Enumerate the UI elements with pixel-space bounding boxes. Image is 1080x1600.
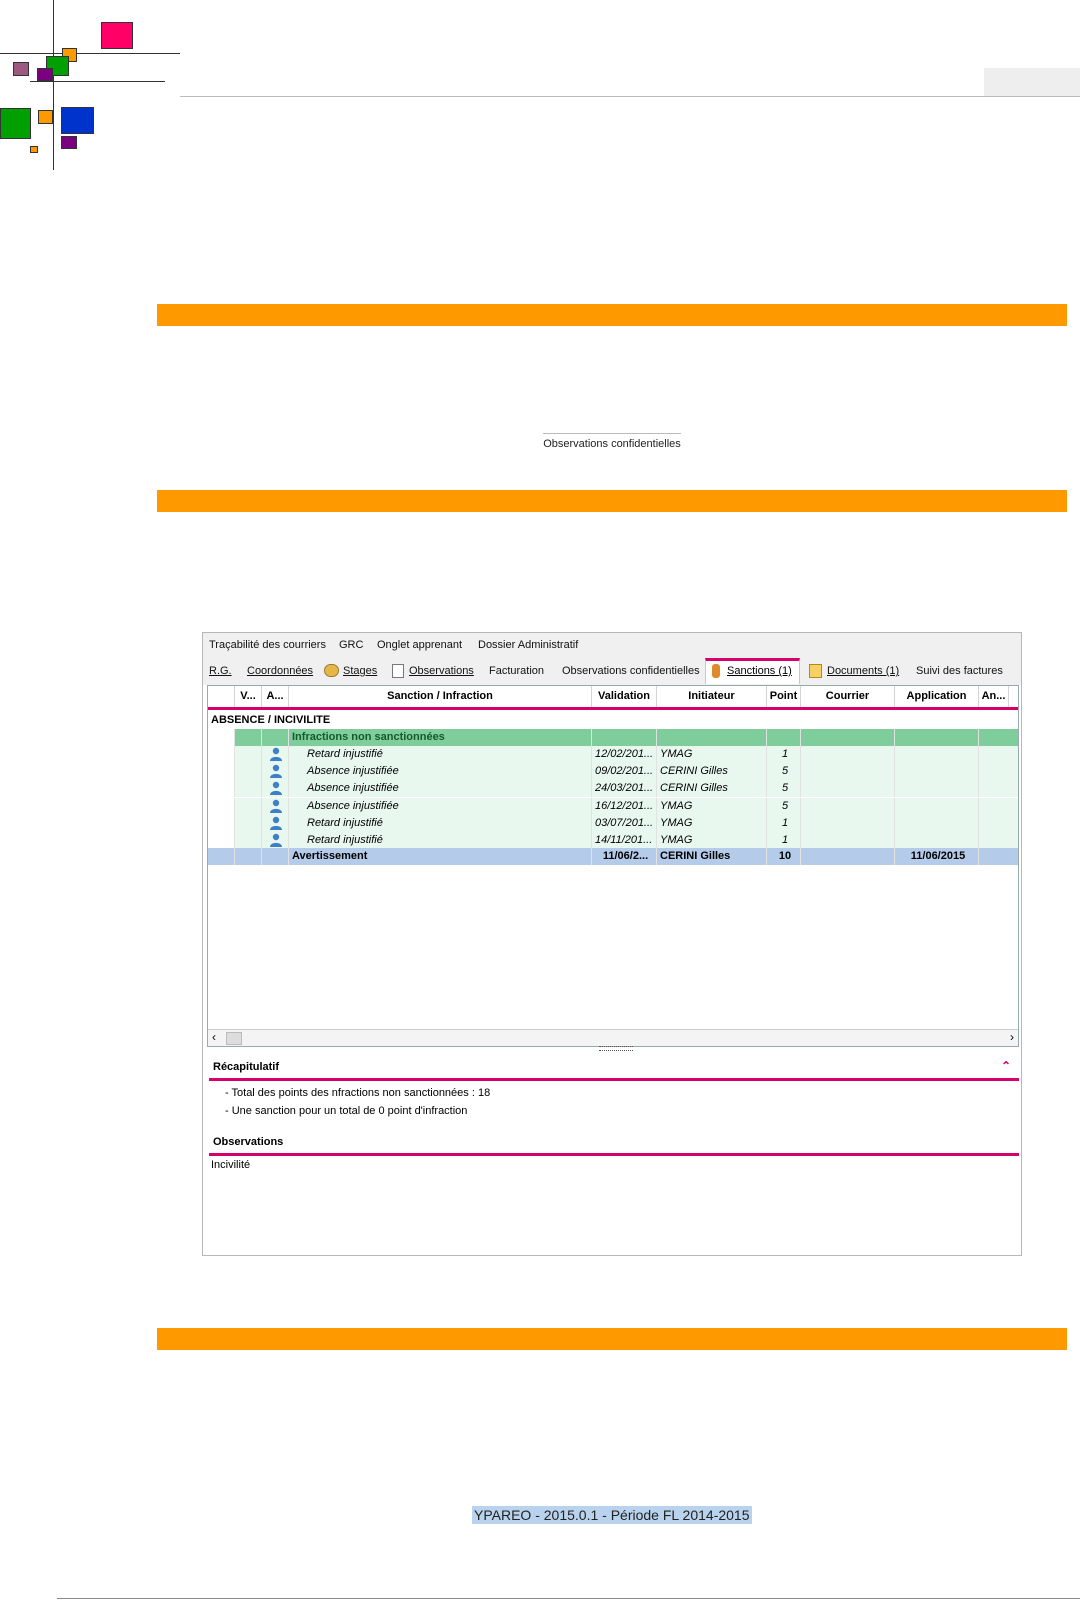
footer-version: YPAREO - 2015.0.1 - Période FL 2014-2015 [474,1507,750,1523]
person-icon [269,833,283,848]
infraction-row[interactable] [208,798,1018,815]
section-bar-3 [157,1328,1067,1350]
infraction-point: 5 [767,780,801,797]
documents-icon [809,664,822,678]
collapse-icon[interactable]: ⌃ [1000,1059,1011,1073]
infraction-validation: 12/02/201... [592,746,657,763]
infraction-initiateur: CERINI Gilles [657,780,767,797]
section-bar-1 [157,304,1067,326]
infraction-label: Retard injustifié [289,746,592,763]
recap-title: Récapitulatif [209,1057,1019,1081]
tab-rg[interactable]: R.G. [209,665,232,677]
infraction-point: 1 [767,832,801,849]
tab-facturation[interactable]: Facturation [489,665,545,677]
recap-line-1: - Total des points des nfractions non sanctionnées : 18 [225,1087,491,1099]
infraction-label: Absence injustifiée [289,763,592,780]
grid-header [208,686,1018,710]
col-courrier[interactable]: Courrier [801,686,895,707]
col-selector [208,686,235,707]
sanction-validation: 11/06/2... [592,848,657,865]
tab-row-top [203,633,1021,659]
scroll-thumb[interactable] [226,1032,242,1045]
col-a[interactable]: A... [262,686,289,707]
infraction-initiateur: YMAG [657,746,767,763]
infraction-label: Absence injustifiée [289,780,592,797]
sanctions-grid [207,685,1019,1047]
infraction-row[interactable] [208,832,1018,849]
group-label: ABSENCE / INCIVILITE [211,714,331,726]
infraction-validation: 09/02/201... [592,763,657,780]
person-icon [269,799,283,814]
sanction-row[interactable] [208,848,1018,865]
infraction-validation: 03/07/201... [592,815,657,832]
group-row[interactable] [208,712,1018,729]
tab-observations[interactable]: Observations [409,665,474,677]
horizontal-scrollbar[interactable] [208,1029,1018,1046]
tab-stages[interactable]: Stages [343,665,378,677]
infraction-initiateur: YMAG [657,832,767,849]
splitter-grip[interactable] [599,1046,633,1051]
sanctions-icon [712,664,720,678]
header-rule [180,96,1080,97]
recap-line-2: - Une sanction pour un total de 0 point d'infraction [225,1105,468,1117]
tab-row-bottom [203,659,1021,685]
col-sanction-infraction[interactable]: Sanction / Infraction [289,686,592,707]
tab-documents[interactable]: Documents (1) [827,665,900,677]
infraction-label: Retard injustifié [289,815,592,832]
tab-observations-confidentielles[interactable]: Observations confidentielles [562,665,700,677]
col-an[interactable]: An... [979,686,1009,707]
person-icon [269,781,283,796]
infraction-label: Retard injustifié [289,832,592,849]
person-icon [269,747,283,762]
person-icon [269,764,283,779]
observations-confidentielles-caption: Observations confidentielles [543,433,681,450]
infraction-initiateur: CERINI Gilles [657,763,767,780]
sanction-application: 11/06/2015 [895,848,979,865]
subgroup-label: Infractions non sanctionnées [289,729,592,746]
observations-icon [392,664,404,678]
sanction-initiateur: CERINI Gilles [657,848,767,865]
observations-title: Observations [209,1132,1019,1156]
infraction-row[interactable] [208,780,1018,797]
infraction-initiateur: YMAG [657,815,767,832]
infraction-initiateur: YMAG [657,798,767,815]
tab-tracabilite[interactable]: Traçabilité des courriers [209,639,326,651]
tab-coordonnees[interactable]: Coordonnées [247,665,314,677]
sanction-label: Avertissement [289,848,592,865]
tab-grc[interactable]: GRC [339,639,364,651]
tab-dossier-administratif[interactable]: Dossier Administratif [478,639,579,651]
infraction-point: 5 [767,798,801,815]
header-tab-block [984,68,1080,96]
col-point[interactable]: Point [767,686,801,707]
col-v[interactable]: V... [235,686,262,707]
stages-icon [324,664,339,677]
infraction-validation: 14/11/201... [592,832,657,849]
observations-text: Incivilité [211,1159,251,1171]
scroll-left-icon[interactable]: ‹ [212,1030,216,1044]
infraction-point: 1 [767,746,801,763]
infraction-validation: 24/03/201... [592,780,657,797]
col-validation[interactable]: Validation [592,686,657,707]
infraction-point: 1 [767,815,801,832]
tab-suivi-des-factures[interactable]: Suivi des factures [916,665,1003,677]
section-bar-2 [157,490,1067,512]
col-initiateur[interactable]: Initiateur [657,686,767,707]
infraction-label: Absence injustifiée [289,798,592,815]
infraction-point: 5 [767,763,801,780]
scroll-right-icon[interactable]: › [1010,1030,1014,1044]
tab-onglet-apprenant[interactable]: Onglet apprenant [377,639,463,651]
subgroup-row[interactable] [208,729,1018,746]
infraction-validation: 16/12/201... [592,798,657,815]
sanction-point: 10 [767,848,801,865]
bottom-rule [57,1598,1080,1599]
app-window [202,632,1022,1256]
tab-sanctions-active[interactable] [705,658,800,684]
infraction-row[interactable] [208,763,1018,780]
tab-sanctions-label: Sanctions (1) [727,665,792,677]
recap-section [209,1057,1019,1174]
infraction-row[interactable] [208,746,1018,763]
col-application[interactable]: Application [895,686,979,707]
person-icon [269,816,283,831]
infraction-row[interactable] [208,815,1018,832]
